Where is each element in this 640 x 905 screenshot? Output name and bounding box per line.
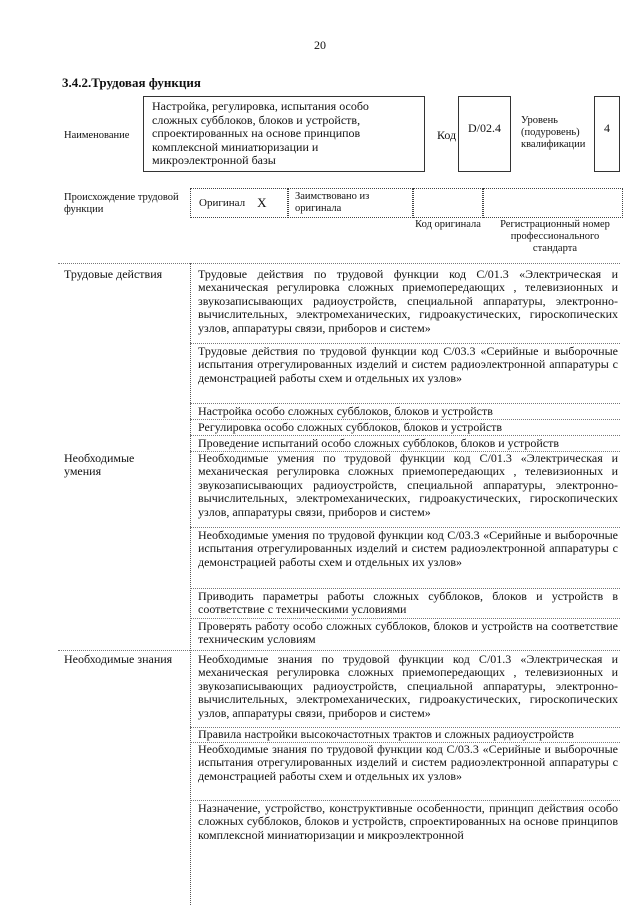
- table-top-border: [58, 263, 620, 264]
- level-value: 4: [604, 121, 610, 135]
- knowledge-label: Необходимые знания: [64, 652, 173, 666]
- function-name-box: [143, 96, 425, 172]
- knowledge-row-2: Правила настройки высокочастотных трактов и сложных радиоустройств: [198, 727, 574, 741]
- skill-row-2: Необходимые умения по трудовой функции код С/03.3 «Серийные и выборочные испытания отрегулированных изделий и систем радиоэлектронной аппаратуры с демонстрацией работы схем и отдельных их узлов»: [198, 528, 618, 569]
- code-original-label: Код оригинала: [415, 219, 481, 230]
- level-label-line1: Уровень: [521, 115, 558, 126]
- knowledge-row-1: Необходимые знания по трудовой функции код С/01.3 «Электрическая и механическая регулировка сложных приемопередающих , телевизионных и звукозаписывающих радиоустройств, специальной аппаратуры, электронно-вычислительных, электромеханических, гидроакустических, гироскопических узлов, аппаратуры связи, приборов и систем»: [198, 652, 618, 720]
- level-label: [521, 115, 585, 151]
- knowledge-divider: [58, 650, 190, 651]
- action-row-4: Регулировка особо сложных субблоков, блоков и устройств: [198, 420, 503, 434]
- section-title: 3.4.2.Трудовая функция: [62, 75, 201, 90]
- original-label: Оригинал: [199, 197, 246, 209]
- level-box: [594, 96, 620, 172]
- skill-row-1: Необходимые умения по трудовой функции код С/01.3 «Электрическая и механическая регулировка сложных приемопередающих , телевизионных и звукозаписывающих радиоустройств, специальной аппаратуры, электронно-вычислительных, электромеханических, гидроакустических, гироскопических узлов, аппаратуры связи, приборов и систем»: [198, 451, 618, 519]
- code-original-cell: [413, 188, 483, 218]
- borrowed-label: Заимствовано из оригинала: [295, 191, 370, 214]
- name-label: Наименование: [64, 130, 130, 141]
- code-box: [458, 96, 511, 172]
- reg-number-cell: [483, 188, 623, 218]
- knowledge-row-3: Необходимые знания по трудовой функции код С/03.3 «Серийные и выборочные испытания отрегулированных изделий и систем радиоэлектронной аппаратуры с демонстрацией работы схем и отдельных их узлов»: [198, 742, 618, 783]
- original-mark: X: [257, 195, 267, 210]
- code-label: Код: [437, 128, 457, 142]
- actions-label: Трудовые действия: [64, 267, 163, 281]
- code-value: D/02.4: [468, 121, 501, 135]
- function-name-value: Настройка, регулировка, испытания особо сложных субблоков, блоков и устройств, спроектированных на основе принципов комплексной миниатюризации и микроэлектронной базы: [152, 99, 369, 167]
- action-row-5: Проведение испытаний особо сложных субблоков, блоков и устройств: [198, 436, 560, 450]
- original-cell: [190, 188, 288, 218]
- skills-label: Необходимые умения: [64, 451, 135, 479]
- page-number: 20: [314, 38, 326, 52]
- knowledge-row-4: Назначение, устройство, конструктивные особенности, принцип действия особо сложных субблоков, блоков и устройств, спроектированных на основе принципов комплексной миниатюризации и микроэлектронной: [198, 801, 618, 842]
- action-row-3: Настройка особо сложных субблоков, блоков и устройств: [198, 404, 493, 418]
- level-label-line2: (подуровень): [521, 127, 580, 138]
- action-row-1: Трудовые действия по трудовой функции код С/01.3 «Электрическая и механическая регулировка сложных приемопередающих , телевизионных и звукозаписывающих радиоустройств, специальной аппаратуры, электронно-вычислительных, электромеханических, гидроакустических, гироскопических узлов, аппаратуры связи, приборов и систем»: [198, 267, 618, 335]
- origin-label: Происхождение трудовой функции: [64, 192, 179, 215]
- skill-row-4: Проверять работу особо сложных субблоков, блоков и устройств на соответствие техническим условиям: [198, 619, 618, 647]
- action-row-2: Трудовые действия по трудовой функции код С/03.3 «Серийные и выборочные испытания отрегулированных изделий и систем радиоэлектронной аппаратуры с демонстрацией работы схем и отдельных их узлов»: [198, 344, 618, 385]
- borrowed-cell: [288, 188, 413, 218]
- reg-number-label: Регистрационный номер профессионального стандарта: [500, 219, 610, 254]
- table-column-divider: [190, 263, 191, 905]
- level-label-line3: квалификации: [521, 139, 586, 150]
- row-divider: [190, 650, 620, 651]
- skill-row-3: Приводить параметры работы сложных субблоков, блоков и устройств в соответствие с техническими условиями: [198, 589, 618, 617]
